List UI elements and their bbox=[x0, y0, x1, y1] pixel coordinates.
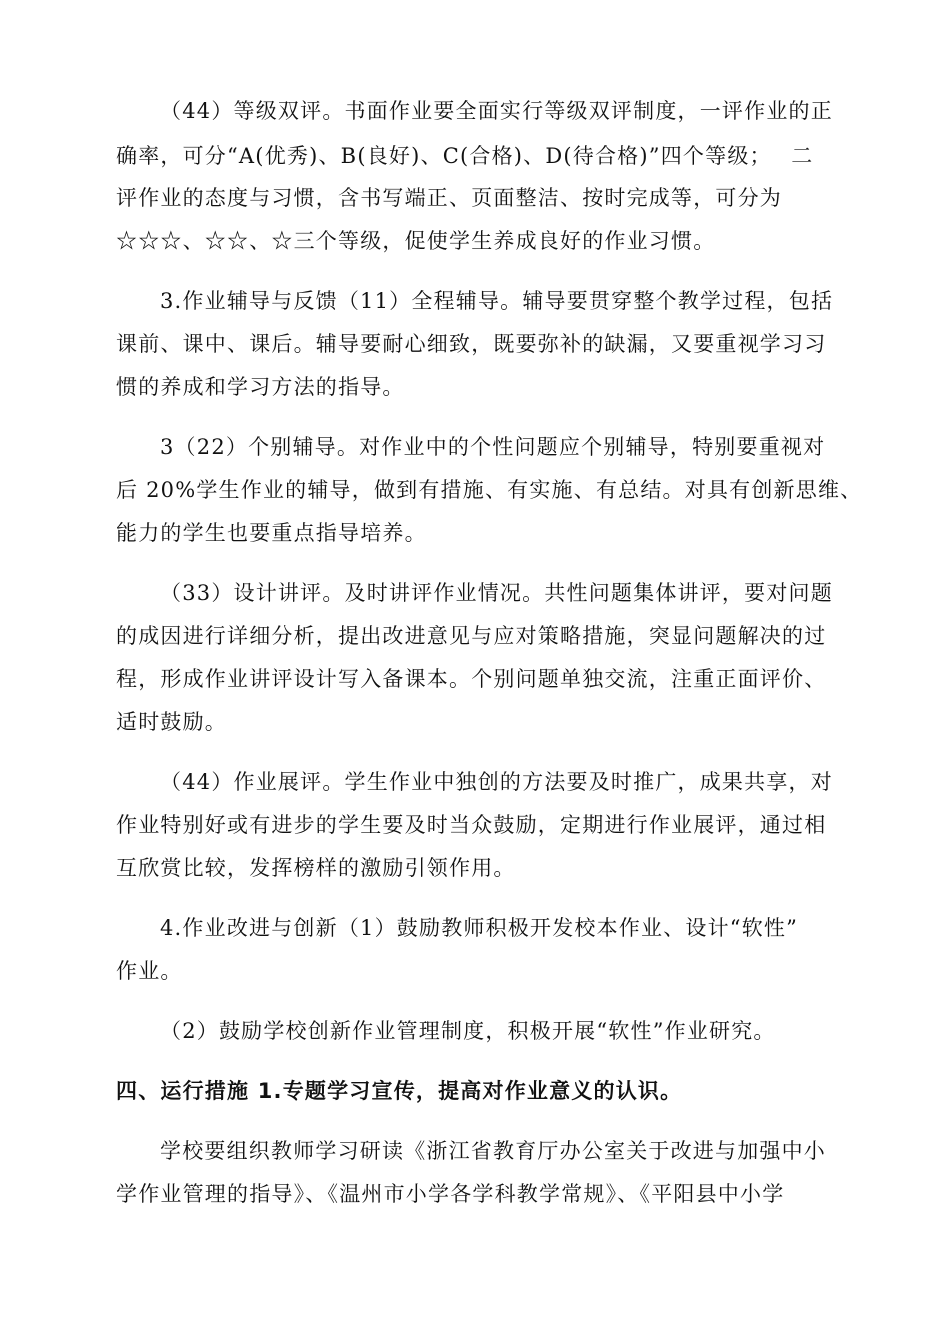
paragraph-line: ☆☆☆、☆☆、☆三个等级，促使学生养成良好的作业习惯。 bbox=[116, 229, 716, 253]
paragraph-line: 能力的学生也要重点指导培养。 bbox=[116, 521, 427, 545]
paragraph-line: 互欣赏比较，发挥榜样的激励引领作用。 bbox=[116, 856, 516, 880]
paragraph-line: （2）鼓励学校创新作业管理制度，积极开展“软性”作业研究。 bbox=[160, 1019, 776, 1043]
paragraph-line: 评作业的态度与习惯，含书写端正、页面整洁、按时完成等，可分为 bbox=[116, 186, 782, 210]
paragraph-line: （33）设计讲评。及时讲评作业情况。共性问题集体讲评，要对问题 bbox=[160, 581, 833, 605]
paragraph-line: 课前、课中、课后。辅导要耐心细致，既要弥补的缺漏，又要重视学习习 bbox=[116, 332, 827, 356]
paragraph-line: 4.作业改进与创新（1）鼓励教师积极开发校本作业、设计“软性” bbox=[160, 916, 799, 940]
paragraph-line: 学作业管理的指导》、《温州市小学各学科教学常规》、《平阳县中小学 bbox=[116, 1182, 785, 1206]
paragraph-line: 程，形成作业讲评设计写入备课本。个别问题单独交流，注重正面评价、 bbox=[116, 667, 827, 691]
section-heading: 四、运行措施 1.专题学习宣传，提高对作业意义的认识。 bbox=[116, 1079, 683, 1103]
paragraph-line: 3（22）个别辅导。对作业中的个性问题应个别辅导，特别要重视对 bbox=[160, 435, 826, 459]
paragraph-line: 适时鼓励。 bbox=[116, 710, 227, 734]
paragraph-line: 作业特别好或有进步的学生要及时当众鼓励，定期进行作业展评，通过相 bbox=[116, 813, 827, 837]
paragraph-line: 确率，可分“A(优秀)、B(良好)、C(合格)、D(待合格)”四个等级； 二 bbox=[116, 144, 814, 168]
paragraph-line: （44）作业展评。学生作业中独创的方法要及时推广，成果共享，对 bbox=[160, 770, 833, 794]
paragraph-line: 惯的养成和学习方法的指导。 bbox=[116, 375, 405, 399]
paragraph-line: 3.作业辅导与反馈（11）全程辅导。辅导要贯穿整个教学过程，包括 bbox=[160, 289, 834, 313]
paragraph-line: 学校要组织教师学习研读《浙江省教育厅办公室关于改进与加强中小 bbox=[160, 1139, 826, 1163]
paragraph-line: 的成因进行详细分析，提出改进意见与应对策略措施，突显问题解决的过 bbox=[116, 624, 827, 648]
paragraph-line: （44）等级双评。书面作业要全面实行等级双评制度，一评作业的正 bbox=[160, 99, 833, 123]
paragraph-line: 后 20%学生作业的辅导，做到有措施、有实施、有总结。对具有创新思维、 bbox=[116, 478, 863, 502]
paragraph-line: 作业。 bbox=[116, 959, 183, 983]
